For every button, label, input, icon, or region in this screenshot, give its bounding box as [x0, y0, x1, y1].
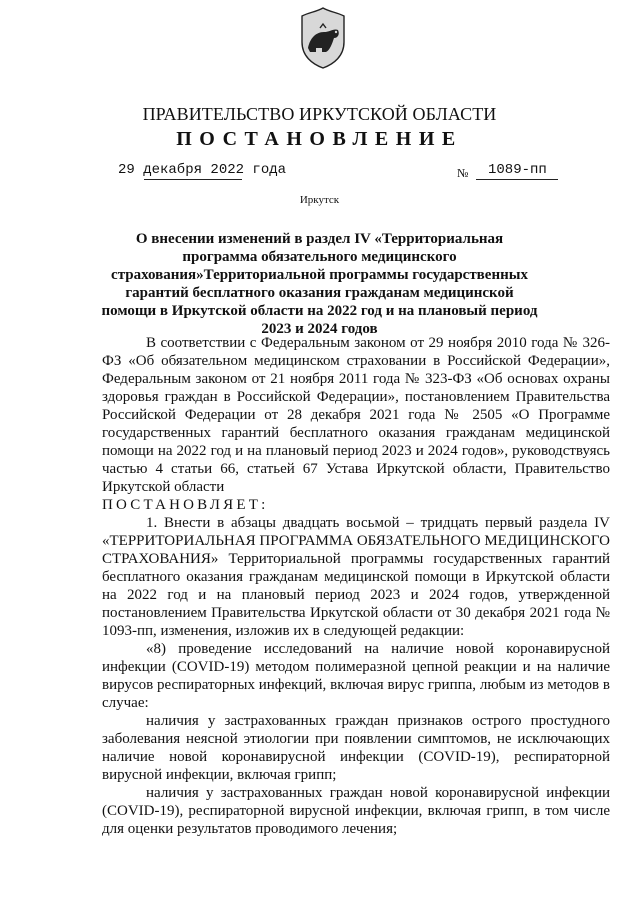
number-underline: [476, 179, 558, 180]
case-2-paragraph: наличия у застрахованных граждан новой коронавирусной инфекции (COVID-19), респираторной вирусной инфекции, включая грипп, в том числе для оценки результатов проводимого лечения;: [102, 785, 610, 837]
document-type: ПОСТАНОВЛЕНИЕ: [176, 128, 463, 150]
government-name: ПРАВИТЕЛЬСТВО ИРКУТСКОЙ ОБЛАСТИ: [142, 104, 497, 124]
item-1-paragraph: 1. Внести в абзацы двадцать восьмой – тридцать первый раздела IV «ТЕРРИТОРИАЛЬНАЯ ПРОГРАММА ОБЯЗАТЕЛЬНОГО МЕДИЦИНСКОГО СТРАХОВАНИЯ» Территориальной программы государственных гарантий бесплатного оказания гражданам медицинской помощи в Иркутской области на 2022 год и на плановый период 2023 и 2024 годов, утвержденной постановлением Правительства Иркутской области от 30 декабря 2021 года № 1093-пп, изменения, изложив их в следующей редакции:: [102, 515, 610, 639]
city-name: Иркутск: [299, 194, 340, 206]
document-date: 29 декабря 2022 года: [118, 162, 287, 178]
coat-of-arms-icon: [296, 4, 350, 70]
document-body: [102, 334, 610, 838]
preamble-paragraph: В соответствии с Федеральным законом от 29 ноября 2010 года № 326-ФЗ «Об обязательном медицинском страховании в Российской Федерации», Федеральным законом от 21 ноября 2011 года № 323-ФЗ «Об основах охраны здоровья граждан в Российской Федерации», постановлением Правительства Российской Федерации от 28 декабря 2021 года № 2505 «О Программе государственных гарантий бесплатного оказания гражданам медицинской помощи на 2022 год и на плановый период 2023 и 2024 годов», руководствуясь частью 4 статьи 66, статьей 67 Устава Иркутской области, Правительство Иркутской области: [102, 335, 610, 495]
quote-8-paragraph: «8) проведение исследований на наличие новой коронавирусной инфекции (COVID-19) методом полимеразной цепной реакции и на наличие вирусов респираторных инфекций, включая вирус гриппа, любым из методов в случае:: [102, 641, 610, 711]
resolves-heading: ПОСТАНОВЛЯЕТ:: [102, 497, 269, 513]
document-title: О внесении изменений в раздел IV «Территориальная программа обязательного медицинского страхования»Территориальной программы государственных гарантий бесплатного оказания гражданам медицинской помощи в Иркутской области на 2022 год и на плановый период 2023 и 2024 годов: [101, 231, 538, 337]
date-underline: [144, 179, 242, 180]
document-number: 1089-пп: [488, 162, 547, 178]
number-sign: №: [457, 166, 469, 180]
case-1-paragraph: наличия у застрахованных граждан признаков острого простудного заболевания неясной этиологии при появлении симптомов, не исключающих наличие новой коронавирусной инфекции (COVID-19), респираторной вирусной инфекции, включая грипп;: [102, 713, 610, 783]
